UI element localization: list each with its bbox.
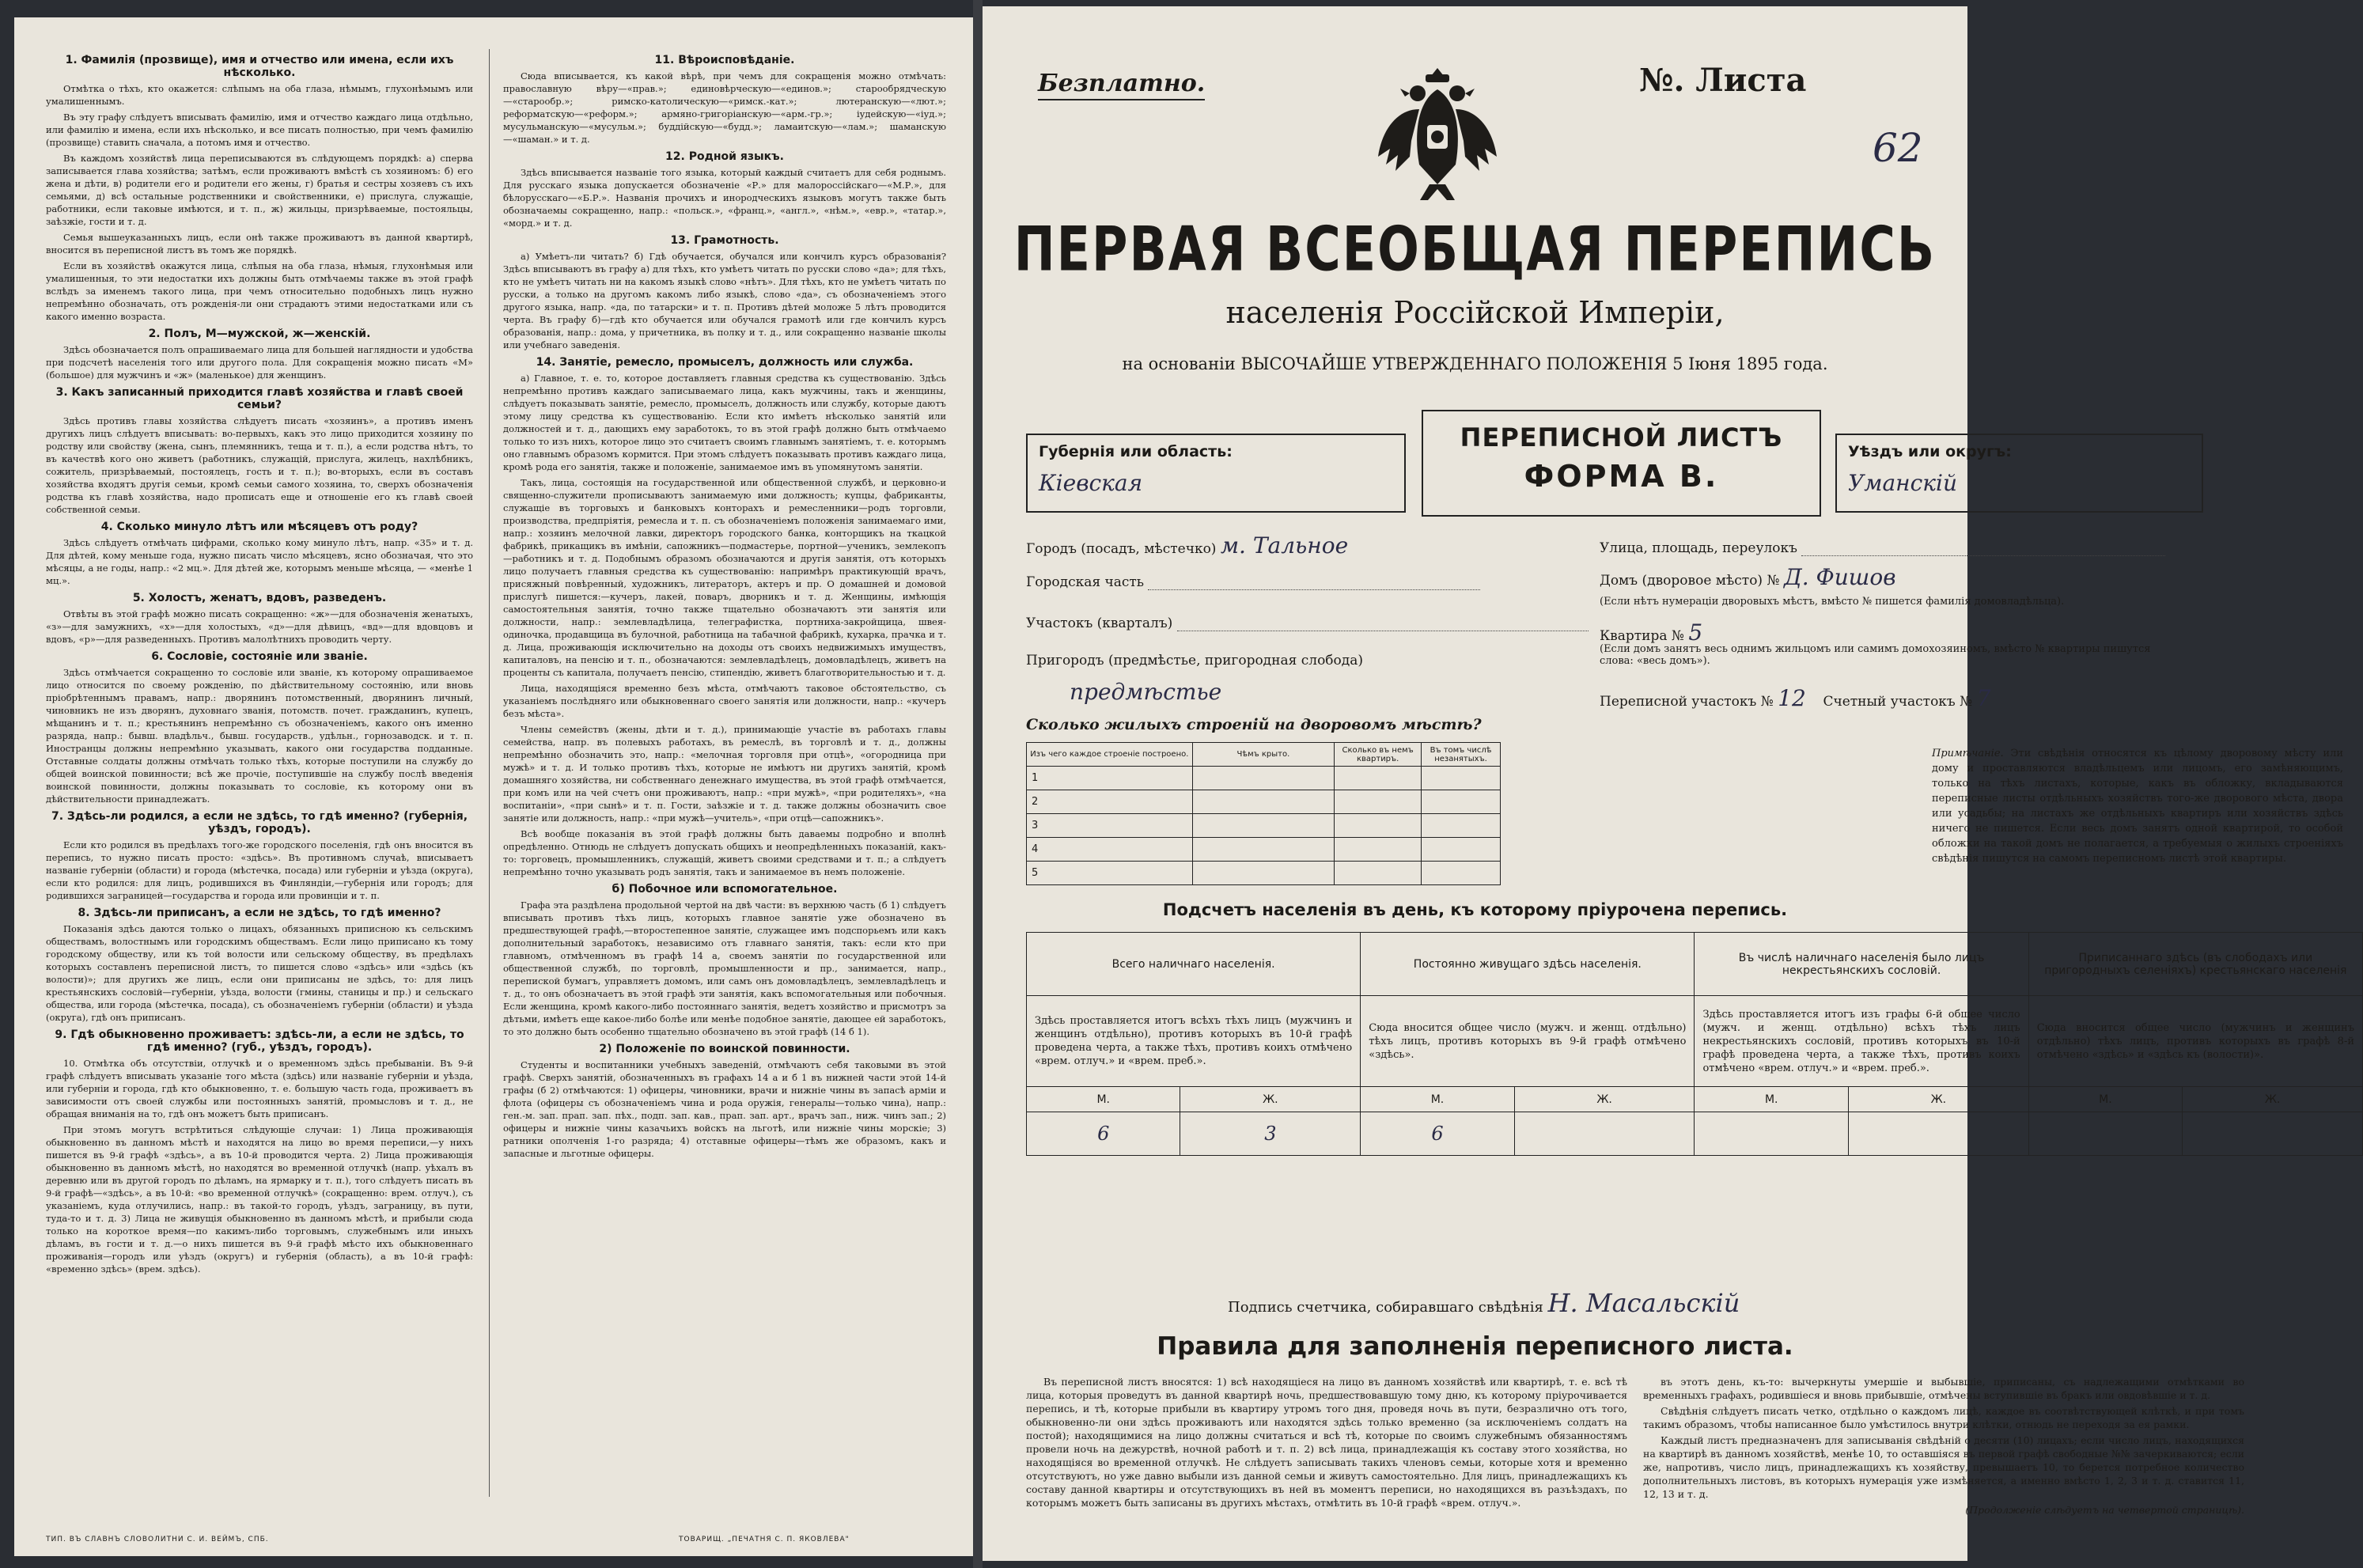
instruction-heading: 3. Какъ записанный приходится главѣ хозяйства и главѣ своей семьи? [55,386,464,411]
table-cell [1335,814,1422,838]
legal-basis: на основаніи ВЫСОЧАЙШЕ УТВЕРЖДЕННАГО ПОЛОЖЕНІЯ 5 Іюня 1895 года. [1122,354,1828,373]
instruction-paragraph: Графа эта раздѣлена продольной чертой на двѣ части: въ верхнюю часть (б 1) слѣдуетъ вписывать противъ тѣхъ лицъ, которыхъ главное занятіе уже обозначено въ предшествующей графѣ,—второстепенное занятіе, служащее имъ подспорьемъ или какъ дополнительный заработокъ, независимо отъ главнаго занятія, такъ: если кто при главномъ, отмѣченномъ въ графѣ 14 а, своемъ занятіи по государственной или общественной службѣ, по торговлѣ, промышленности и пр., занимается, напр., перепиской бумагъ, управляетъ домомъ, или самъ онъ домовладѣлецъ, землевладѣлецъ и т. д., то онъ обозначаетъ въ этой графѣ эти занятія, какъ вспомогательныя или побочныя. Если женщина, кромѣ какого-либо постояннаго занятія, ведетъ хозяйство и присмотръ за дѣтьми, имѣетъ еще какое-либо болѣе или менѣе подобное занятіе, дающее ей заработокъ, то это должно быть особенно тщательно обозначено въ этой графѣ (14 б 1). [503,900,946,1037]
city-row [1026,532,1348,559]
instruction-paragraph: Если въ хозяйствѣ окажутся лица, слѣпыя на оба глаза, нѣмыя, глухонѣмыя или умалишенныя, то эти недостатки ихъ должны быть отмѣчаемы также въ этой графѣ вслѣдъ за именемъ такого лица, при чемъ относительно подобныхъ лицъ нужно непремѣнно обозначать, отъ рожденія-ли они страдаютъ этими недостатками или съ какого именно возраста. [46,260,473,322]
gubernia-label: Губернія или область: [1039,443,1233,460]
count-section-value: 7 [1976,685,1991,711]
house-value: Д. Фишов [1783,564,1896,590]
table-cell [1192,862,1335,885]
male-label: М. [2028,1087,2182,1112]
table-row [1027,767,1501,790]
suburb-value-row [1070,679,1221,705]
form-letter: ФОРМА В. [1524,459,1719,494]
street-label: Улица, площадь, переулокъ [1600,540,1797,556]
left-page [14,17,973,1556]
instruction-paragraph: Здѣсь слѣдуетъ отмѣчать цифрами, сколько кому минуло лѣтъ, напр. «35» и т. д. Для дѣтей, кому меньше года, нужно писать число мѣсяцевъ, ясно обозначая, что это мѣсяцы, а не годы, напр.: «2 мц.». Для дѣтей же, которымъ меньше мѣсяца, — «менѣе 1 мц.». [46,537,473,586]
instruction-paragraph: а) Умѣетъ-ли читать? б) Гдѣ обучается, обучался или кончилъ курсъ образованія? Здѣсь вписываютъ въ графу а) для тѣхъ, кто умѣетъ читать по русски слово «да»; для тѣхъ, кто не умѣетъ читать ни на какомъ языкѣ слово «нѣтъ». Для тѣхъ, кто не умѣетъ читать по русски, а только на другомъ какомъ либо языкѣ, слово «да», съ обозначеніемъ этого другого языка, напр. «да, по татарски» и т. п. Противъ дѣтей моложе 5 лѣтъ проводится черта. Въ графу б)—гдѣ кто обучается или обучался грамотѣ или где кончилъ курсъ образованія, напр.: дома, у причетника, въ полку и т. д., или сокращенно названіе школы или учебнаго заведенія. [503,251,946,350]
uezd-label: Уѣздъ или округъ: [1848,443,2012,460]
count-value [2183,1112,2363,1156]
instruction-paragraph: При этомъ могутъ встрѣтиться слѣдующіе случаи: 1) Лица проживающія обыкновенно въ данномъ мѣстѣ и находятся на лицо во время переписи,—у нихъ пишется въ 9-й графѣ «здѣсь», а въ 10-й проводится черта. 2) Лица проживающія обыкновенно въ данномъ мѣстѣ, но находятся во временной отлучкѣ (напр. уѣхалъ въ деревню или въ другой городъ по дѣламъ, на ярмарку и т. п.), того слѣдуетъ писать въ 9-й графѣ—«здѣсь», а въ 10-й: «во временной отлучкѣ» (сокращенно: врем. отлуч.), съ указаніемъ, куда отлучились, напр.: въ такой-то городъ, уѣздъ, заграницу, въ пути, туда-то и т. д. 3) Лица не живущія обыкновенно въ данномъ мѣстѣ, и прибыли сюда только на короткое время—по какимъ-либо торговымъ, служебнымъ или иныхъ дѣламъ, въ гости и т. д.—о нихъ пишется въ 9-й графѣ мѣсто ихъ обыкновеннаго проживанія—городъ или уѣздъ (округъ) и губернія (область), а въ 10-й графѣ: «временно здѣсь» (врем. здѣсь). [46,1124,473,1274]
street-row [1600,540,2165,556]
instruction-paragraph: Въ каждомъ хозяйствѣ лица переписываются въ слѣдующемъ порядкѣ: а) сперва записывается глава хозяйства; затѣмъ, если проживаютъ вмѣстѣ съ хозяиномъ: б) его жена и дѣти, в) родители его и родители его жены, г) братья и сестры хозяевъ съ ихъ семьями, д) всѣ остальные родственники и свойственники, е) прислуга, служащіе, работники, если таковые имѣются, и т. п., ж) жильцы, призрѣваемые, постояльцы, заѣзжіе, гости и т. д. [46,153,473,227]
table-cell [1335,838,1422,862]
instruction-heading: 11. Вѣроисповѣданіе. [654,54,795,66]
gubernia-box [1026,434,1406,513]
suburb-value: предмѣстье [1070,679,1222,705]
instruction-paragraph: Сюда вписывается, къ какой вѣрѣ, при чемъ для сокращенія можно отмѣчать: православную вѣру—«прав.»; единовѣрческую—«единов.»; старообрядческую—«старообр.»; римско-католическую—«римск.-кат.»; лютеранскую—«лют.»; реформатскую—«реформ.»; армяно-григоріанскую—«арм.-гр.»; іудейскую—«іуд.»; мусульманскую—«мусульм.»; буддійскую—«будд.»; ламаитскую—«лам.»; шаманскую—«шаман.» и т. д. [503,70,946,145]
count-desc-present: Здѣсь проставляется итогъ всѣхъ тѣхъ лицъ (мужчинъ и женщинъ отдѣльно), противъ которыхъ въ 10-й графѣ проведена черта, а также тѣхъ, противъ коихъ отмѣчено «врем. отлуч.» и «врем. преб.». [1027,996,1361,1087]
instruction-paragraph: Такъ, лица, состоящія на государственной или общественной службѣ, и церковно-и священно-служители прописываютъ занимаемую ими должность; купцы, фабриканты, служащіе въ торговыхъ и банковыхъ конторахъ и ремесленники—родъ торговли, производства, предпріятія, ремесла и т. п. съ обозначеніемъ положенія занимаемаго ими, напр.: хозяинъ мелочной лавки, директоръ городского банка, конторщикъ на ткацкой фабрикѣ, прикащикъ въ имѣніи, сапожникъ—подмастерье, портной—ученикъ, землекопъ—работникъ и т. д. Подобнымъ образомъ обозначаются и другія занятія, отъ которыхъ лицо получаетъ главныя средства къ существованію: напримѣръ практикующій врачъ, присяжный повѣренный, художникъ, литераторъ, актеръ и пр. О домашней и домовой прислугѣ пишется:—кучеръ, лакей, поваръ, дворникъ и т. д. Женщины, имѣющія самостоятельныя занятія, точно также тщательно обозначаютъ эти занятія или должности, напр.: землевладѣлица, телеграфистка, портниха-закройщица, швея-одиночка, продавщица въ булочной, работница на табачной фабрикѣ, кухарка, прачка и т. д. Лица, проживающія исключительно на доходы отъ своихъ недвижимыхъ имуществъ, капиталовъ, на пенсію и т. п., обозначаются: землевладѣлецъ, домовладѣлецъ, живетъ на проценты съ капитала, получаетъ пенсію, стипендію, живетъ благотворительностью и т. д. [503,477,946,678]
table-row [1027,790,1501,814]
buildings-col-vacant: Въ томъ числѣ незанятыхъ. [1422,743,1501,767]
count-desc-permanent: Сюда вносится общее число (мужч. и женщ. отдѣльно) тѣхъ лицъ, противъ которыхъ въ 9-й графѣ отмѣчено «здѣсь». [1361,996,1695,1087]
table-cell [1422,838,1501,862]
table-cell [1422,767,1501,790]
city-part-label: Городская часть [1026,574,1145,590]
house-row [1600,564,1896,590]
male-label: М. [1027,1087,1180,1112]
instruction-heading: 12. Родной языкъ. [665,150,784,163]
row-number: 3 [1027,814,1193,838]
instruction-heading: 9. Гдѣ обыкновенно проживаетъ: здѣсь-ли, а если не здѣсь, то гдѣ именно? (губ., уѣздъ, городъ). [55,1028,464,1054]
count-value: 6 [1027,1112,1180,1156]
rules-left-column [1026,1375,1627,1541]
buildings-col-material: Изъ чего каждое строеніе построено. [1027,743,1193,767]
count-desc-peasant: Сюда вносится общее число (мужчинъ и женщинъ отдѣльно) тѣхъ лицъ, противъ которыхъ въ графѣ 8-й отмѣчено «здѣсь» и «здѣсь къ (волости)». [2028,996,2362,1087]
female-label: Ж. [1514,1087,1695,1112]
instruction-paragraph: Студенты и воспитанники учебныхъ заведеній, отмѣчаютъ себя таковыми въ этой графѣ. Сверхъ занятій, обозначенныхъ въ графахъ 14 а и б 1 въ нижней части этой 14-й графы (б 2) отмѣчаются: 1) офицеры, чиновники, врачи и нижніе чины въ запасѣ арміи и флота (офицеры съ обозначеніемъ чина и рода оружія, генералы—только чина), напр.: ген.-м. зап. прап. зап. пѣх., подп. зап. кав., прап. зап. арт., врачъ зап., ниж. чинъ зап.; 2) офицеры и нижніе чины казачьихъ войскъ на льготѣ, или нижніе чины морскіе; 3) ратники ополченія 1-го разряда; 4) отставные офицеры—тѣмъ же образомъ, какъ и запасные и льготные офицеры. [503,1059,946,1159]
instruction-heading: б) Побочное или вспомогательное. [612,883,838,896]
instruction-heading: 14. Занятіе, ремесло, промыселъ, должность или служба. [536,356,914,369]
instruction-paragraph: Если кто родился въ предѣлахъ того-же городского поселенія, гдѣ онъ вносится въ перепись, то нужно писать просто: «здѣсь». Въ противномъ случаѣ, вписываетъ названіе губерніи (области) и города (мѣстечка, посада) или губерніи и уѣзда (округа), если кто родился: для лицъ, родившихся въ Финляндіи,—губернія или городъ; для родившихся заграницей—государства и города или провинціи и т. п. [46,839,473,901]
instruction-heading: 5. Холостъ, женатъ, вдовъ, разведенъ. [132,592,387,604]
flat-value: 5 [1688,619,1703,646]
sheet-number-label: №. Листа [1639,62,1807,99]
table-cell [1335,767,1422,790]
instruction-paragraph: Отвѣты въ этой графѣ можно писать сокращенно: «ж»—для обозначенія женатыхъ, «з»—для замужнихъ, «х»—для холостыхъ, «д»—для дѣвицъ, «вд»—для вдовцовъ и вдовъ, «р»—для разведенныхъ. Противъ малолѣтнихъ проводить черту. [46,608,473,645]
population-count-table [1026,932,2363,1156]
instruction-heading: 2. Полъ, М—мужской, ж—женскій. [148,328,371,340]
note-text: Эти свѣдѣнія относятся къ цѣлому дворовому мѣсту или дому и проставляются владѣльцемъ или лицомъ, его замѣняющимъ, только на тѣхъ листахъ, которые, какъ въ обложку, вкладываются переписные листы отдѣльныхъ хозяйствъ того-же дворового мѣста, двора или усадьбы; на листахъ же отдѣльныхъ квартиръ или хозяйствъ здѣсь ничего не пишется. Если весь домъ занятъ одной квартирой, то особой обложки на такой домъ не полагается, а требуемыя о жилыхъ строеніяхъ свѣдѣнія пишутся на самомъ переписномъ листѣ этой квартиры. [1932,748,2343,865]
count-value: 3 [1180,1112,1361,1156]
count-col-present: Всего наличнаго населенія. [1027,933,1361,996]
suburb-row [1026,653,1363,668]
instruction-paragraph: Здѣсь вписывается названіе того языка, который каждый считаетъ для себя роднымъ. Для русскаго языка допускается обозначеніе «Р.» для малороссійскаго—«М.Р.», для бѣлорусскаго—«Б.Р.». Названія прочихъ и инородческихъ языковъ могутъ также быть обозначаемы сокращенно, напр.: «польск.», «франц.», «англ.», «нѣм.», «евр.», «татар.», «морд.» и т. д. [503,167,946,229]
buildings-table [1026,742,1501,885]
population-count-title: Подсчетъ населенія въ день, къ которому пріурочена перепись. [1162,900,1788,919]
note-label: Примѣчаніе. [1932,748,2004,759]
instruction-paragraph: а) Главное, т. е. то, которое доставляетъ главныя средства къ существованію. Здѣсь непремѣнно противъ каждаго записываемаго лица, какъ мужчины, такъ и женщины, слѣдуетъ показывать занятіе, ремесло, промыселъ, должность или службу, которые даютъ этому лицу средства къ существованію. Если кто имѣетъ нѣсколько занятій или должностей и т. д., дающихъ ему заработокъ, то въ этой графѣ должно быть отмѣчаемо только то изъ нихъ, которое лицо это считаетъ своимъ главнымъ занятіемъ, т. е. которымъ оно главнымъ образомъ кормится. При этомъ слѣдуетъ показывать противъ каждаго лица, кромѣ рода его занятія, также и положеніе, занимаемое имъ въ упомянутомъ занятіи. [503,373,946,472]
male-label: М. [1361,1087,1514,1112]
instructions-middle-column [503,49,946,1505]
census-section-value: 12 [1778,685,1806,711]
sections-row [1600,685,1990,711]
male-label: М. [1695,1087,1848,1112]
gubernia-value: Кіевская [1039,470,1143,496]
city-part-row [1026,574,1480,590]
table-cell [1335,790,1422,814]
instruction-heading: 8. Здѣсь-ли приписанъ, а если не здѣсь, то гдѣ именно? [78,907,441,919]
count-value [2028,1112,2182,1156]
instruction-paragraph: Лица, находящіяся временно безъ мѣста, отмѣчаютъ таковое обстоятельство, съ указаніемъ послѣдняго или обыкновеннаго своего занятія или должности, напр.: «кучеръ безъ мѣста». [503,683,946,719]
instruction-paragraph: Отмѣтка о тѣхъ, кто окажется: слѣпымъ на оба глаза, нѣмымъ, глухонѣмымъ или умалишеннымъ. [46,83,473,107]
sheet-number-handwritten: 62 [1873,125,1923,171]
buildings-col-flats: Сколько въ немъ квартиръ. [1335,743,1422,767]
count-desc-non-peasant: Здѣсь проставляется итогъ изъ графы 6-й общее число (мужч. и женщ. отдѣльно) всѣхъ тѣхъ лицъ некрестьянскихъ сословій, противъ которыхъ въ 10-й графѣ проведена черта, а также тѣхъ, противъ коихъ отмѣчено «врем. отлуч.» и «врем. преб.». [1695,996,2028,1087]
column-divider [489,49,490,1497]
instruction-paragraph: Члены семействъ (жены, дѣти и т. д.), принимающіе участіе въ работахъ главы семейства, напр. въ полевыхъ работахъ, въ ремеслѣ, въ торговлѣ и т. д., должны непремѣнно обозначить это, напр.: «мелочная торговля при отцѣ», «огородница при мужѣ» и т. д. И только противъ тѣхъ, которые не имѣютъ ни другихъ занятій, кромѣ домашняго хозяйства, ни собственнаго денежнаго имущества, въ этой графѣ отмѣчается, при комъ или на чей счетъ они проживаютъ, напр.: «при мужѣ», «при родителяхъ», «на воспитаніи», «при сынѣ» и т. п. Гости, заѣзжіе и т. д. также должны обозначить свое занятіе или должность, напр.: «при мужѣ—учитель», «при отцѣ—сапожникъ». [503,724,946,824]
instruction-heading: 1. Фамилія (прозвище), имя и отчество или имена, если ихъ нѣсколько. [65,54,454,79]
table-row [1027,838,1501,862]
house-note: (Если нѣтъ нумераціи дворовыхъ мѣстъ, вмѣсто № пишется фамилія домовладѣльца). [1600,596,2065,608]
table-cell [1192,814,1335,838]
instruction-heading: 4. Сколько минуло лѣтъ или мѣсяцевъ отъ роду? [100,521,418,533]
instruction-paragraph: Здѣсь противъ главы хозяйства слѣдуетъ писать «хозяинъ», а противъ именъ другихъ лицъ слѣдуетъ вписывать: во-первыхъ, какъ это лицо приходится хозяину по родству или свойству (жена, сынъ, племянникъ, теща и т. п.), а если родства нѣтъ, то въ качествѣ кого оно живетъ (работникъ, служащій, прислуга, жилецъ, нахлѣбникъ, сожитель, призрѣваемый, постоялецъ, гость и т. п.); во-вторыхъ, если въ составъ хозяйства входятъ другія семьи, кромѣ семьи самого хозяина, то, сверхъ обозначенія родства къ главѣ хозяйства, надо прописать еще и отношеніе его къ главѣ своей собственной семьи. [46,415,473,515]
census-section-label: Переписной участокъ № [1600,694,1774,710]
city-label: Городъ (посадъ, мѣстечко) [1026,541,1217,557]
house-label: Домъ (дворовое мѣсто) № [1600,573,1780,589]
suburb-label: Пригородъ (предмѣстье, пригородная слобода) [1026,653,1364,668]
buildings-col-roof: Чѣмъ крыто. [1192,743,1335,767]
signature-value: Н. Масальскій [1547,1288,1740,1318]
table-cell [1192,790,1335,814]
census-form-page [983,6,2354,1561]
printer-imprint-left: ТИП. ВЪ СЛАВНЪ СЛОВОЛИТНИ С. И. ВЕЙМЪ, СПБ. [46,1536,269,1543]
instruction-paragraph: Въ эту графу слѣдуетъ вписывать фамилію, имя и отчество каждаго лица отдѣльно, или фамилію и имена, если ихъ нѣсколько, и все писать полностью, при чемъ фамилію (прозвище) ставить сначала, а потомъ имя и отчество. [46,112,473,148]
instructions-left-column [46,49,473,1505]
flat-label: Квартира № [1600,628,1684,644]
table-row [1027,814,1501,838]
count-value [1695,1112,1848,1156]
female-label: Ж. [2183,1087,2363,1112]
flat-note: (Если домъ занятъ весь однимъ жильцомъ или самимъ домохозяиномъ, вмѣсто № квартиры пишутся слова: «весь домъ»). [1600,643,2151,667]
rule-paragraph: Въ переписной листъ вносятся: 1) всѣ находящіеся на лицо въ данномъ хозяйствѣ или квартирѣ, т. е. всѣ тѣ лица, которыя проведутъ въ данной квартирѣ ночь, предшествовавшую тому дню, къ которому пріурочивается перепись, и тѣ, которые прибыли въ квартиру утромъ того дня, проведя ночь въ пути, безразлично отъ того, обыкновенно-ли они здѣсь проживаютъ или находятся здѣсь только временно (за исключеніемъ солдатъ на постой); находящимися на лицо должны считаться и всѣ тѣ, которые по своимъ служебнымъ обязанностямъ провели ночь на дежурствѣ, ночной работѣ и т. п. 2) всѣ лица, принадлежащія къ составу этого хозяйства, но находящіяся во временной отлучкѣ. Не слѣдуетъ записывать такихъ членовъ семьи, которые хотя и временно отсутствуютъ, но уже давно выбыли изъ данной семьи и живутъ самостоятельно. Для лицъ, принадлежащихъ къ составу данной квартиры и отсутствующихъ въ ней въ моментъ переписи, но находящихся въ разъѣздахъ, по которымъ можетъ быть записаны въ другихъ мѣстахъ, отмѣтить въ 10-й графѣ «врем. отлуч.». [1026,1376,1627,1509]
count-value [1514,1112,1695,1156]
count-col-non-peasant: Въ числѣ наличнаго населенія было лицъ некрестьянскихъ сословій. [1695,933,2028,996]
instruction-paragraph: 10. Отмѣтка объ отсутствіи, отлучкѣ и о временномъ здѣсь пребываніи. Въ 9-й графѣ слѣдуетъ вписывать указаніе того мѣста (здѣсь) или названіе губерніи и уѣзда, или губерніи и города, гдѣ кто обыкновенно, т. е. большую часть года, проживаетъ въ зависимости отъ своей службы или постоянныхъ занятій, промысловъ и т. д., не обращая вниманія на то, гдѣ онъ можетъ быть приписанъ. [46,1058,473,1119]
rule-paragraph: Свѣдѣнія слѣдуетъ писать четко, отдѣльно о каждомъ лицѣ, каждое въ соотвѣтствующей клѣткѣ, и при томъ такимъ образомъ, чтобы написанное было умѣстилось внутри клѣтки, отнюдь не переходя за ея рамки. [1643,1405,2244,1430]
page-fold [973,0,983,1568]
instruction-heading: 7. Здѣсь-ли родился, а если не здѣсь, то гдѣ именно? (губернія, уѣздъ, городъ). [51,810,468,835]
instruction-heading: 6. Сословіе, состояніе или званіе. [151,650,368,663]
district-label: Участокъ (кварталъ) [1026,615,1173,631]
rules-continued-note: (Продолженіе слѣдуетъ на четвертой страницѣ). [1965,1504,2244,1516]
row-number: 2 [1027,790,1193,814]
count-section-label: Счетный участокъ № [1823,694,1973,710]
table-cell [1422,814,1501,838]
buildings-heading: Сколько жилыхъ строеній на дворовомъ мѣстѣ? [1026,716,1482,733]
table-cell [1192,838,1335,862]
female-label: Ж. [1180,1087,1361,1112]
uezd-value: Уманскій [1848,470,1957,496]
count-col-peasant: Приписаннаго здѣсь (въ слободахъ или пригородныхъ селеніяхъ) крестьянскаго населенія [2028,933,2362,996]
city-value: м. Тальное [1220,532,1349,559]
count-value: 6 [1361,1112,1514,1156]
buildings-note [1932,746,2343,866]
form-title-box [1422,410,1821,517]
free-label: Безплатно. [1038,70,1205,100]
rules-right-column [1643,1375,2244,1541]
district-row [1026,615,1589,631]
instruction-heading: 2) Положеніе по воинской повинности. [599,1043,850,1055]
instruction-heading: 13. Грамотность. [670,234,779,247]
count-value [1848,1112,2028,1156]
instruction-paragraph: Здѣсь отмѣчается сокращенно то сословіе или званіе, къ которому опрашиваемое лицо относится по своему рожденію, по дѣйствительному состоянію, или вновь пріобрѣтеннымъ правамъ, напр.: дворянинъ потомственный, дворянинъ личный, чиновникъ не изъ дворянъ, духовнаго званія, потомств. почет. гражданинъ, купецъ, мѣщанинъ и т. п.; крестьянинъ непремѣнно съ обозначеніемъ, какого онъ именно разряда, напр.: бывш. владѣльч., бывш. государств., удѣльн., горнозаводск. и т. п. Иностранцы должны непремѣнно указывать, какого они государства подданные. Отставные солдаты должны отмѣчать только тѣхъ, которые поступили на службу до общей воинской повинности; всѣ же прочіе, поступившіе на службу послѣ введенія воинской повинности, должны показывать то сословіе, къ которому они въ дѣйствительности принадлежатъ. [46,667,473,805]
double-headed-eagle-icon [1370,54,1505,204]
census-title: ПЕРВАЯ ВСЕОБЩАЯ ПЕРЕПИСЬ [1013,212,1937,286]
female-label: Ж. [1848,1087,2028,1112]
rules-title: Правила для заполненія переписного листа. [1157,1332,1793,1361]
table-cell [1422,790,1501,814]
table-cell [1335,862,1422,885]
instruction-paragraph: Показанія здѣсь даются только о лицахъ, обязанныхъ приписною къ сельскимъ обществамъ, волостнымъ или городскимъ обществамъ. Если лицо приписано къ тому городскому обществу, или къ той волости или сельскому обществу, въ предѣлахъ которыхъ составленъ переписной листъ, то пишется слово «здѣсь» или «здѣсь (къ волости)»; для другихъ же лицъ, если они приписаны не здѣсь, то: для лицъ крестьянскихъ сословій—губерніи, уѣзда, волости (гмины, станицы и пр.) и сельскаго общества, или города (мѣстечка, посада), съ обозначеніемъ губерніи (области) и уѣзда (округа), гдѣ онъ приписанъ. [46,923,473,1023]
row-number: 1 [1027,767,1193,790]
printer-imprint-right: ТОВАРИЩ. „ПЕЧАТНЯ С. П. ЯКОВЛЕВА" [679,1536,850,1543]
signature-label: Подпись счетчика, собиравшаго свѣдѣнія [1228,1299,1543,1316]
uezd-box [1835,434,2203,513]
instruction-paragraph: Всѣ вообще показанія въ этой графѣ должны быть даваемы подробно и вполнѣ опредѣленно. Отнюдь не слѣдуетъ допускать общихъ и неопредѣленныхъ показаній, какъ-то: торговецъ, промышленникъ, служащій, живетъ своими средствами и т. п.; а слѣдуетъ непремѣнно точно указывать родъ занятія, такъ и занимаемое въ немъ положеніе. [503,828,946,877]
row-number: 5 [1027,862,1193,885]
rule-paragraph: Каждый листъ предназначенъ для записыванія свѣдѣній о десяти (10) лицахъ; если число лицъ, находящихся на квартирѣ въ данномъ хозяйствѣ, менѣе 10, то оставшіяся въ первой графѣ свободные №№ зачеркиваются; если же, напротивъ, число лицъ, принадлежащихъ къ хозяйству, превышаетъ 10, то берется потребное количество дополнительныхъ листовъ, въ которыхъ нумерація уже измѣняется, а именно вмѣсто 1, 2, 3 и т. д. ставится 11, 12, 13 и т. д. [1643,1434,2244,1500]
enumerator-signature-row [1228,1288,1740,1318]
count-col-permanent: Постоянно живущаго здѣсь населенія. [1361,933,1695,996]
row-number: 4 [1027,838,1193,862]
census-subtitle: населенія Россійской Имперіи, [1225,295,1725,330]
table-row [1027,862,1501,885]
rule-paragraph: въ этотъ день, къ-то: вычеркнуты умершіе и выбывшіе, приписаны, съ надлежащими отмѣтками во временныхъ графахъ, родившіеся и вновь прибывшіе, отмѣчены вступившіе въ бракъ или овдовѣвшіе и т. д. [1643,1376,2244,1401]
instruction-paragraph: Семья вышеуказанныхъ лицъ, если онѣ также проживаютъ въ данной квартирѣ, вносится въ переписной листъ въ томъ же порядкѣ. [46,232,473,256]
instruction-paragraph: Здѣсь обозначается полъ опрашиваемаго лица для большей наглядности и удобства при подсчетѣ населенія того или другого пола. Для сокращенія можно писать «М» (большое) для мужчинъ и «ж» (маленькое) для женщинъ. [46,344,473,381]
table-cell [1422,862,1501,885]
table-cell [1192,767,1335,790]
flat-row [1600,619,1702,646]
form-title: ПЕРЕПИСНОЙ ЛИСТЪ [1460,422,1783,453]
